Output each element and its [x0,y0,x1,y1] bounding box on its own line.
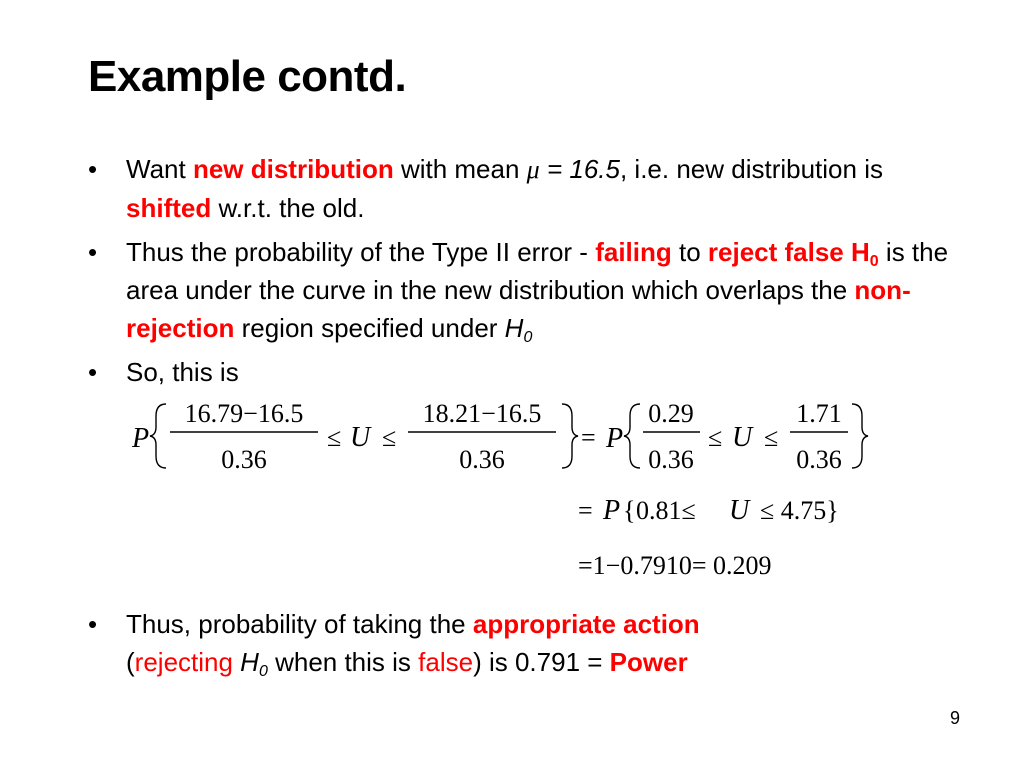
bullet4-text-b: when this is [267,647,419,677]
eq-equals-2: = [578,496,593,525]
eq-leq-1: ≤ [327,423,342,452]
bullet2-h0: H [504,313,524,343]
eq-frac4-den: 0.36 [796,445,842,474]
bullet1-text-c: , i.e. new distribution is [619,154,883,184]
eq-line2-end: ≤ 4.75} [760,496,839,525]
bullet2-text-d: region specified under [234,313,505,343]
eq-brace-open-1 [150,404,166,468]
bullet1-text-b: with mean [393,154,527,184]
bullet4-h0: H [232,647,259,677]
bullet-marker: • [88,357,98,387]
page-number: 9 [950,708,961,728]
bullet3-text: So, this is [126,357,239,387]
bullet1-text-a: Want [126,154,193,184]
bullet2-text-c: is the area under the curve in the new distribution which overlaps the [126,237,949,305]
bullet-item-4 [88,605,968,681]
bullet4-text-a: Thus, probability of taking the [126,609,473,639]
eq-brace-close-2 [852,404,868,468]
eq-frac3-num: 0.29 [648,399,694,428]
bullet2-h0-subscript: 0 [523,329,533,346]
bullet4-highlight-power: Power [609,647,688,677]
eq-leq-2: ≤ [382,423,397,452]
bullet-marker: • [88,154,98,184]
eq-frac1-den: 0.36 [221,445,267,474]
eq-frac1-num: 16.79−16.5 [184,399,304,428]
eq-brace-close-1 [562,404,578,468]
mu-symbol: μ [526,155,540,184]
eq-P-2: P [606,423,624,454]
bullet4-highlight-rejecting: rejecting [134,647,233,677]
eq-U-2: U [732,422,753,453]
eq-frac4-num: 1.71 [796,399,842,428]
bullet2-highlight-failing: failing [595,237,672,267]
eq-brace-open-2 [624,404,640,468]
eq-equals-1: = [581,423,596,452]
bullet1-mean-value: = 16.5 [539,154,620,184]
bullet2-highlight-reject-false: reject false H [707,237,870,267]
eq-line3: =1−0.7910= 0.209 [578,551,772,580]
eq-U-3: U [729,495,750,526]
bullet1-highlight-shifted: shifted [126,193,212,223]
slide-title: Example contd. [88,52,407,101]
eq-leq-3: ≤ [708,423,723,452]
eq-frac2-num: 18.21−16.5 [422,399,542,428]
bullet4-text-c: ) is 0.791 = [473,647,610,677]
eq-frac2-den: 0.36 [459,445,505,474]
eq-leq-4: ≤ [764,423,779,452]
bullet1-text-d: w.r.t. the old. [211,193,365,223]
eq-line2-open: { [623,496,636,525]
bullet4-highlight-false: false [418,647,474,677]
eq-U-1: U [350,422,371,453]
bullet2-text-b: to [671,237,708,267]
eq-P-3: P [603,495,621,526]
bullet4-highlight-appropriate-action: appropriate action [472,609,700,639]
bullet2-text-a: Thus the probability of the Type II error - [126,237,596,267]
bullet-marker: • [88,237,98,267]
eq-frac3-den: 0.36 [648,445,694,474]
eq-line2-mid: 0.81≤ [636,496,696,525]
bullet4-paren-open: ( [126,647,135,677]
bullet-marker: • [88,609,98,639]
bullet4-h0-subscript: 0 [258,663,268,680]
bullet2-highlight-non-rejection: non-rejection [126,275,911,343]
bullet2-highlight-subscript: 0 [869,253,879,270]
eq-P-1: P [132,423,150,454]
bullet1-highlight-new-distribution: new distribution [192,154,394,184]
